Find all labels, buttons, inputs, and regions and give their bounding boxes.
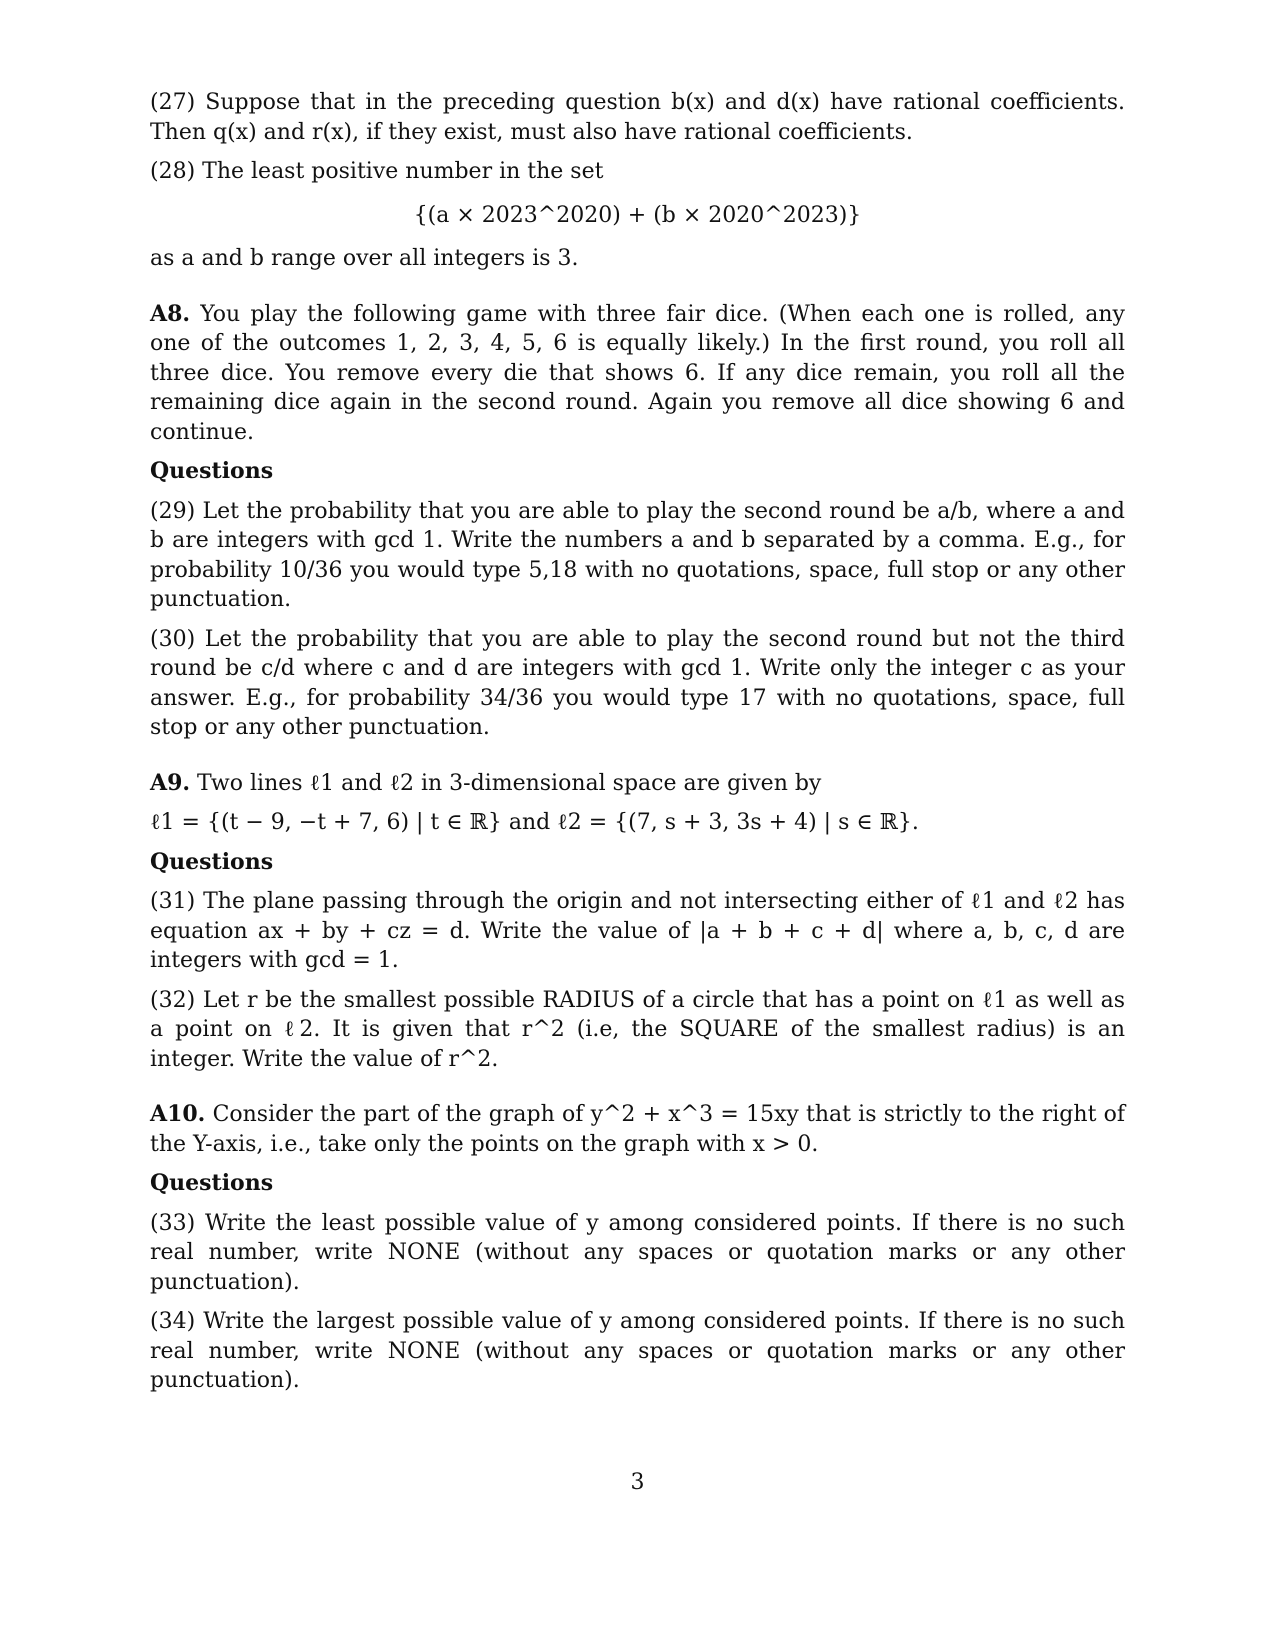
question-31: (31) The plane passing through the origin and not intersecting either of ℓ1 and ℓ2 has equation ax + by + cz = d. Write the value of |a + b + c + d| where a, b, c, d are integers with gcd = 1. bbox=[150, 889, 1125, 973]
page-number: 3 bbox=[630, 1470, 645, 1495]
section-a8-text: You play the following game with three fair dice. (When each one is rolled, any one of the outcomes 1, 2, 3, 4, 5, 6 is equally likely.) In the first round, you roll all three dice. You remove every die that shows 6. If any dice remain, you roll all the remaining dice again in the second round. Again you remove all dice showing 6 and continue. bbox=[150, 301, 1125, 445]
section-a10-text: Consider the part of the graph of y^2 + x^3 = 15xy that is strictly to the right of the Y-axis, i.e., take only the points on the graph with x > 0. bbox=[150, 1102, 1126, 1157]
question-32: (32) Let r be the smallest possible RADIUS of a circle that has a point on ℓ1 as well as a point on ℓ2. It is given that r^2 (i.e, the SQUARE of the smallest radius) is an integer. Write the value of r^2. bbox=[150, 987, 1125, 1072]
section-a9 bbox=[150, 769, 1125, 799]
question-30: (30) Let the probability that you are able to play the second round but not the third round be c/d where c and d are integers with gcd 1. Write only the integer c as your answer. E.g., for probability 34/36 you would type 17 with no quotations, space, full stop or any other punctuation. bbox=[150, 626, 1125, 740]
a9-questions-heading: Questions bbox=[150, 848, 274, 875]
question-29: (29) Let the probability that you are able to play the second round be a/b, where a and b are integers with gcd 1. Write the numbers a and b separated by a comma. E.g., for probability 10/36 you would type 5,18 with no quotations, space, full stop or any other punctuation. bbox=[150, 498, 1125, 612]
question-27: (27) Suppose that in the preceding question b(x) and d(x) have rational coefficients. Then q(x) and r(x), if they exist, must also have rational coefficients. bbox=[150, 90, 1125, 145]
section-a9-text: Two lines ℓ1 and ℓ2 in 3-dimensional space are given by bbox=[197, 770, 822, 796]
a10-questions-heading: Questions bbox=[150, 1170, 274, 1196]
question-28-intro: (28) The least positive number in the set bbox=[150, 159, 604, 184]
section-a10-label: A10. bbox=[150, 1101, 206, 1127]
section-a8-label: A8. bbox=[150, 300, 191, 327]
section-a9-label: A9. bbox=[150, 769, 191, 796]
question-28-tail: as a and b range over all integers is 3. bbox=[150, 246, 579, 271]
a9-line-definitions: ℓ1 = {(t − 9, −t + 7, 6) | t ∈ ℝ} and ℓ2 = {(7, s + 3, 3s + 4) | s ∈ ℝ}. bbox=[150, 810, 919, 835]
section-a8 bbox=[150, 300, 1125, 448]
section-a10 bbox=[150, 1100, 1125, 1159]
document-page bbox=[150, 88, 1125, 1406]
a8-questions-heading: Questions bbox=[150, 458, 274, 484]
question-28-formula: {(a × 2023^2020) + (b × 2020^2023)} bbox=[413, 202, 862, 228]
question-34: (34) Write the largest possible value of y among considered points. If there is no such real number, write NONE (without any spaces or quotation marks or any other punctuation). bbox=[150, 1309, 1125, 1393]
question-33: (33) Write the least possible value of y among considered points. If there is no such real number, write NONE (without any spaces or quotation marks or any other punctuation). bbox=[150, 1210, 1125, 1295]
